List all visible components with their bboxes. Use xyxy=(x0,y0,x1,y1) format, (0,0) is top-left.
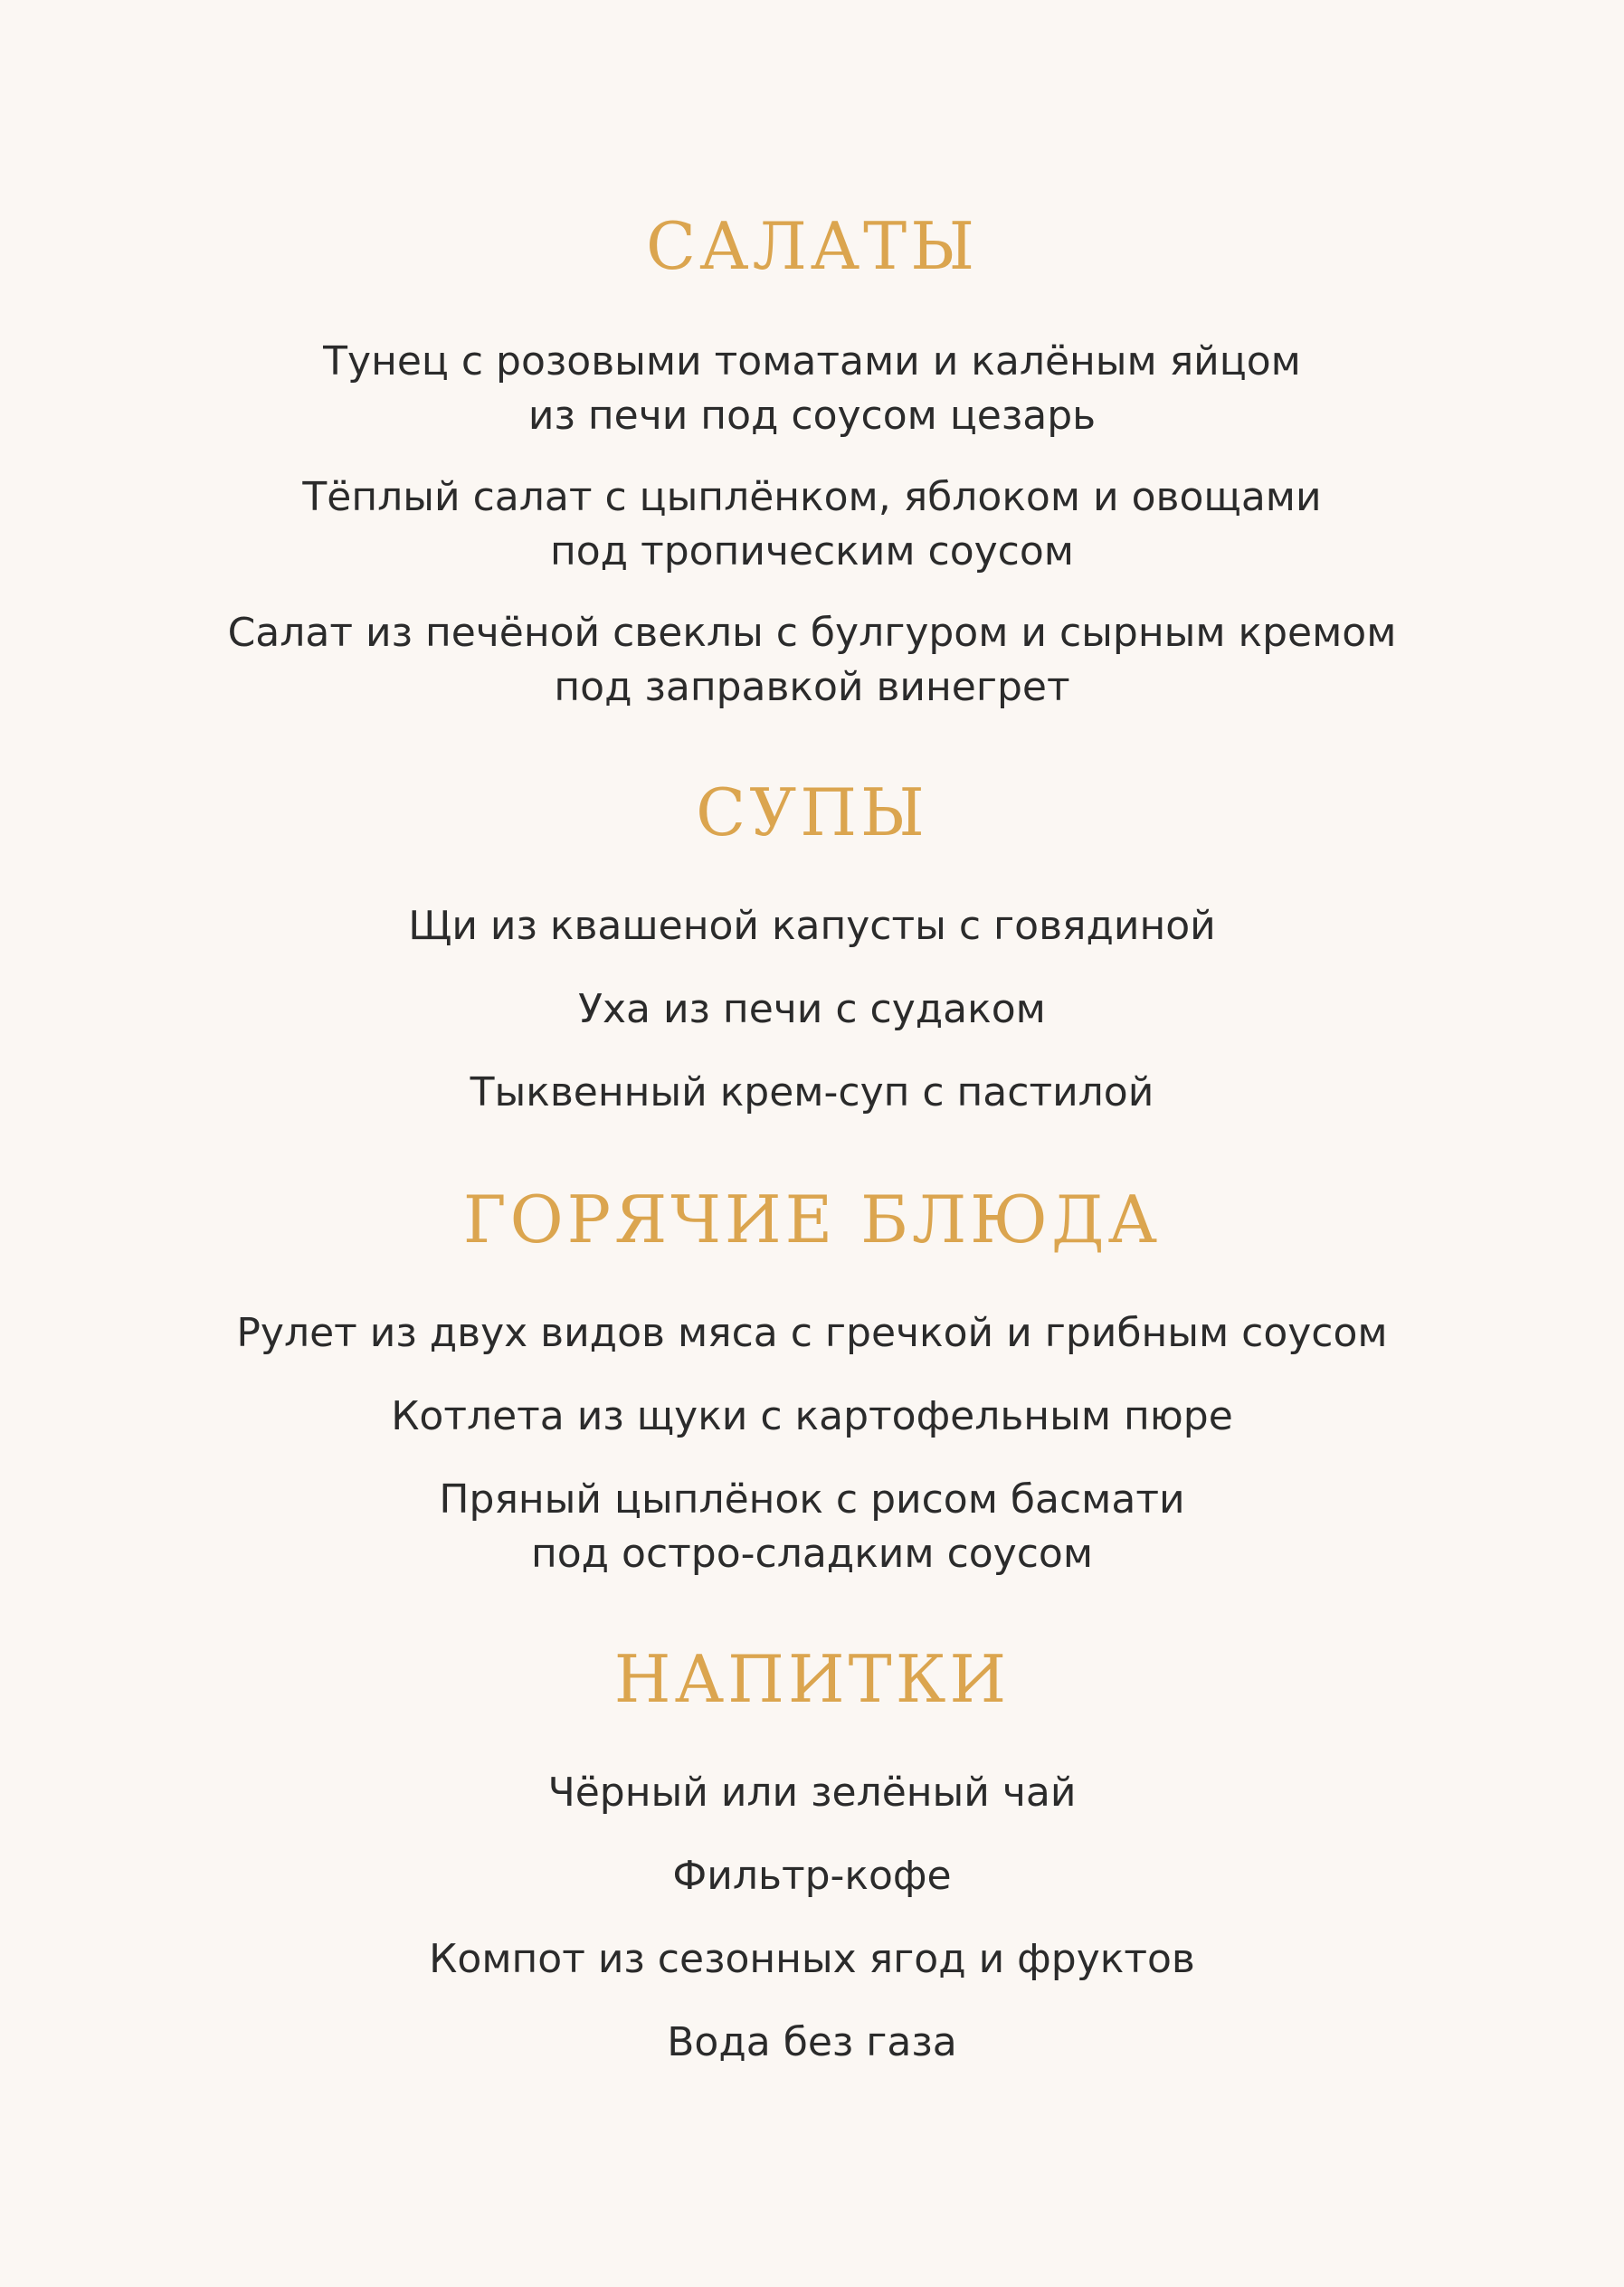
menu-item-line: Рулет из двух видов мяса с гречкой и грибным соусом xyxy=(236,1310,1388,1356)
menu-item-line: Пряный цыплёнок с рисом басмати xyxy=(439,1476,1185,1523)
menu-item xyxy=(0,470,1624,579)
section-title-drinks: НАПИТКИ xyxy=(613,1641,1011,1717)
menu-item-line: Салат из печёной свеклы с булгуром и сырным кремом xyxy=(227,610,1397,656)
menu-item-line: под заправкой винегрет xyxy=(554,664,1070,710)
section-title-soups: СУПЫ xyxy=(696,774,928,850)
section-title-salads: САЛАТЫ xyxy=(645,208,979,284)
section-title-hot-dishes: ГОРЯЧИЕ БЛЮДА xyxy=(462,1181,1162,1257)
menu-item-line: Тёплый салат с цыплёнком, яблоком и овощами xyxy=(302,474,1322,520)
menu-item-line: под тропическим соусом xyxy=(549,528,1074,574)
menu-item-line: Уха из печи с судаком xyxy=(578,986,1046,1032)
menu-item-line: из печи под соусом цезарь xyxy=(527,393,1097,439)
menu-item-line: Чёрный или зелёный чай xyxy=(547,1770,1077,1816)
menu-item xyxy=(0,1849,1624,1903)
menu-item xyxy=(0,1306,1624,1361)
menu-item xyxy=(0,982,1624,1037)
menu-item xyxy=(0,606,1624,715)
menu-item-line: Фильтр-кофе xyxy=(672,1853,952,1899)
menu-item-line: Тунец с розовыми томатами и калёным яйцом xyxy=(323,338,1301,384)
menu-item-line: под остро-сладким соусом xyxy=(530,1531,1094,1577)
menu-item-line: Котлета из щуки с картофельным пюре xyxy=(391,1393,1233,1439)
menu-item-line: Тыквенный крем-суп с пастилой xyxy=(470,1069,1154,1115)
menu-item xyxy=(0,1766,1624,1820)
menu-item xyxy=(0,1390,1624,1444)
menu-item xyxy=(0,2016,1624,2070)
menu-item-line: Щи из квашеной капусты с говядиной xyxy=(408,903,1216,949)
menu-item-line: Вода без газа xyxy=(667,2019,957,2065)
menu-item xyxy=(0,899,1624,954)
menu-item-line: Компот из сезонных ягод и фруктов xyxy=(429,1936,1195,1982)
menu-item xyxy=(0,1066,1624,1120)
menu-item xyxy=(0,1932,1624,1987)
menu-item xyxy=(0,1473,1624,1581)
menu-item xyxy=(0,335,1624,443)
